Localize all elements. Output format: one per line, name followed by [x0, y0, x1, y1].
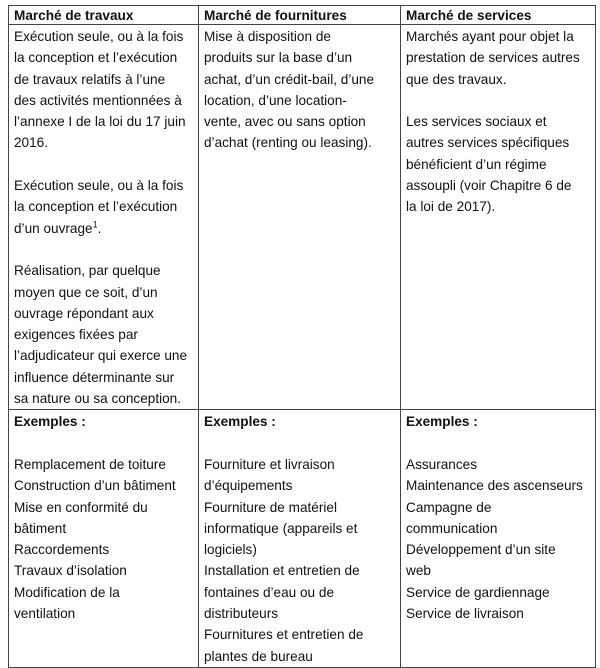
examples-row: [9, 410, 596, 668]
text-line: exigences fixées par: [14, 327, 138, 343]
examples-label: Exemples :: [406, 414, 478, 430]
example-item: web: [406, 563, 431, 579]
example-item: d’équipements: [204, 478, 293, 494]
text-line: Exécution seule, ou à la fois: [14, 29, 184, 44]
definition-travaux: [9, 25, 199, 410]
footnote-reference: 1: [92, 219, 98, 230]
example-item: Construction d’un bâtiment: [14, 478, 176, 494]
example-item: Installation et entretien de: [204, 563, 360, 579]
header-services: Marché de services: [401, 6, 596, 25]
text-line: la conception et l’exécution: [14, 199, 178, 215]
example-item: Fourniture de matériel: [204, 499, 337, 515]
example-item: Maintenance des ascenseurs: [406, 478, 583, 494]
example-item: ventilation: [14, 606, 76, 622]
text-line: d’achat (renting ou leasing).: [204, 135, 372, 151]
definition-row: [9, 25, 596, 410]
text-line: influence déterminante sur: [14, 369, 175, 385]
example-item: distributeurs: [204, 606, 279, 622]
text-line: l’adjudicateur qui exerce une: [14, 348, 188, 364]
spacer: [204, 433, 395, 454]
examples-fournitures: [199, 410, 401, 668]
spacer: [406, 433, 590, 454]
text-line: assoupli (voir Chapitre 6 de: [406, 178, 572, 194]
example-item: Travaux d’isolation: [14, 563, 127, 579]
header-fournitures: Marché de fournitures: [199, 6, 401, 25]
example-item: Campagne de: [406, 499, 492, 515]
text-line: Mise à disposition de: [204, 29, 331, 44]
header-row: [9, 6, 596, 25]
text-line: sa nature ou sa conception.: [14, 391, 182, 407]
text-line: location, d’une location-: [204, 92, 347, 108]
example-item: Modification de la: [14, 584, 120, 600]
text-line: Exécution seule, ou à la fois: [14, 178, 184, 194]
examples-label: Exemples :: [204, 414, 276, 430]
text-line: Marchés ayant pour objet la: [406, 29, 574, 44]
example-item: Mise en conformité du: [14, 499, 148, 515]
example-item: fontaines d’eau ou de: [204, 584, 335, 600]
example-item: Raccordements: [14, 542, 110, 558]
text-line: que des travaux.: [406, 71, 507, 87]
example-item: informatique (appareils et: [204, 520, 358, 536]
definition-services: [401, 25, 596, 410]
text-line: prestation de services autres: [406, 50, 580, 66]
text-line: Réalisation, par quelque: [14, 263, 161, 279]
examples-travaux: [9, 410, 199, 668]
text-line: des activités mentionnées à: [14, 92, 182, 108]
text-line: autres services spécifiques: [406, 135, 570, 151]
examples-services: [401, 410, 596, 668]
example-item: Service de gardiennage: [406, 584, 550, 600]
market-types-table: [8, 5, 596, 668]
text-line: d’un ouvrage$^1$.: [14, 219, 102, 236]
text-line: bénéficient d’un régime: [406, 156, 547, 172]
example-item: Service de livraison: [406, 606, 524, 622]
example-item: communication: [406, 520, 498, 536]
example-item: logiciels): [204, 542, 257, 558]
paragraph-gap: [406, 90, 590, 111]
text-line: ouvrage répondant aux: [14, 305, 154, 321]
text-line: la loi de 2017).: [406, 199, 496, 215]
text-line: la conception et l’exécution: [14, 50, 178, 66]
example-item: Développement d’un site: [406, 542, 556, 558]
examples-label: Exemples :: [14, 414, 86, 430]
example-item: Fournitures et entretien de: [204, 627, 364, 643]
header-travaux: Marché de travaux: [9, 6, 199, 25]
text-line: produits sur la base d’un: [204, 50, 353, 66]
example-item: bâtiment: [14, 520, 67, 536]
text-line: l’annexe I de la loi du 17 juin: [14, 114, 186, 130]
example-item: plantes de bureau: [204, 648, 313, 664]
text-line: vente, avec ou sans option: [204, 114, 366, 130]
text-line: moyen que ce soit, d’un: [14, 284, 158, 300]
example-item: Fourniture et livraison: [204, 456, 335, 472]
paragraph-gap: [14, 239, 193, 260]
text-line: Les services sociaux et: [406, 114, 547, 130]
example-item: Remplacement de toiture: [14, 456, 166, 472]
spacer: [14, 433, 193, 454]
text-line: 2016.: [14, 135, 49, 151]
example-item: Assurances: [406, 456, 478, 472]
paragraph-gap: [14, 154, 193, 175]
text-line: achat, d’un crédit-bail, d’une: [204, 71, 375, 87]
text-line: de travaux relatifs à l’une: [14, 71, 166, 87]
definition-fournitures: [199, 25, 401, 410]
